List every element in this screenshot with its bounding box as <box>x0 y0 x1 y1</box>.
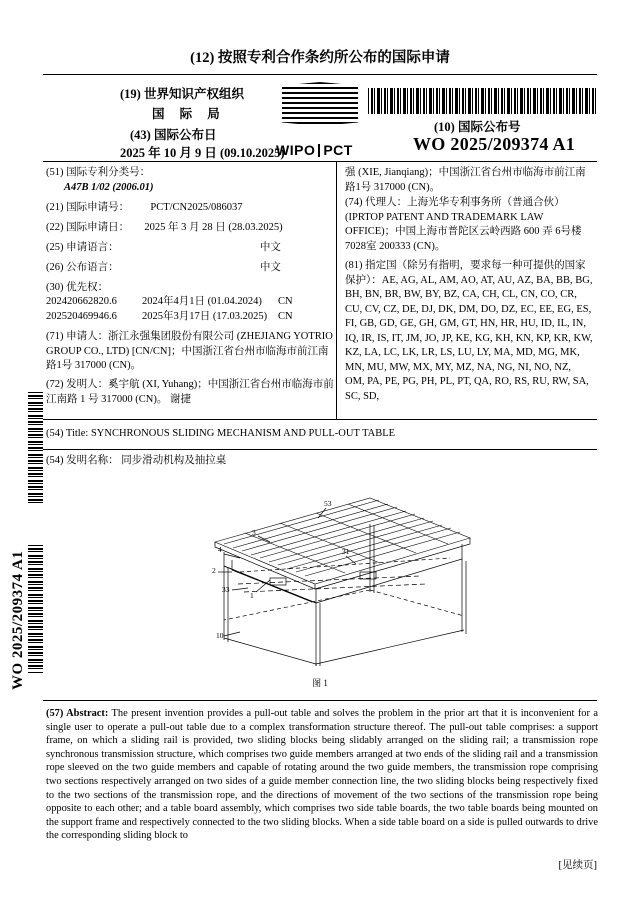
field-filing-language-value: 中文 <box>259 242 281 253</box>
title-english-value: SYNCHRONOUS SLIDING MECHANISM AND PULL-OUT TABLE <box>90 428 396 439</box>
title-chinese <box>46 454 226 469</box>
organization-line <box>120 84 244 102</box>
organization-name: 世界知识产权组织 <box>143 87 244 101</box>
spine-publication-number: WO 2025/209374 A1 <box>10 550 26 690</box>
field-application-number-value: PCT/CN2025/086037 <box>150 202 243 213</box>
field-agent <box>345 196 593 254</box>
wipo-wordmark <box>276 142 353 158</box>
field-priority-label: (30) 优先权： <box>46 282 109 293</box>
page-title: (12) 按照专利合作条约所公布的国际申请 <box>190 50 450 66</box>
barcode-left-lower <box>28 545 43 673</box>
field-filing-language <box>46 241 332 256</box>
wipo-wordmark-right: PCT <box>323 142 353 158</box>
title-divider <box>43 449 597 450</box>
field-agent-label: (74) 代理人： <box>345 197 408 208</box>
field-ipc-value: A47B 1/02 (2006.01) <box>64 182 154 193</box>
publication-number-label: (10) 国际公布号 <box>434 120 521 134</box>
svg-text:10: 10 <box>216 631 224 640</box>
biblio-bottom-divider <box>43 419 597 420</box>
field-designated-states-label: (81) 指定国 <box>345 260 397 271</box>
abstract-text: The present invention provides a pull-out table and solves the problem in the prior art that it is inconvenient for a single user to operate a pull-out table due to a complex transformation structure thereof. The pull-out table comprises: a support frame, on which a sliding rail is provided, two sliding blocks being slidably arranged on the sliding rail; a transmission rope synchronous transmission structure, which comprises two guide members arranged at two ends of the sliding rail and a transmission rope sleeved on the two guide members and capable of rotating around the two guide members, the transmission rope comprising two sections respectively arranged on two sides of a guide member connection line, the two sliding blocks being respectively fixed to the two sections of the transmission rope, and the directions of movement of the two sections of the transmission rope being opposite to each other; and a table board assembly, which comprises two side table boards, the two table boards being mounted on the support frame and respectively connected to the two sliding blocks. When a side table board on a side is pulled outwards to drive the corresponding sliding block to <box>46 708 598 842</box>
field-publication-language-value: 中文 <box>259 262 281 273</box>
field-applicant <box>46 330 336 374</box>
field-inventor-value: 奚宇航 (XI, Yuhang)；中国浙江省台州市临海市前江南路 1 号 317000 (CN)。 谢捷 <box>46 379 334 405</box>
field-inventor <box>46 378 336 407</box>
continued-marker: [见续页] <box>558 860 597 871</box>
priority-country: CN <box>278 310 293 322</box>
field-filing-date-label: (22) 国际申请日： <box>46 222 130 233</box>
title-english-label: (54) Title: <box>46 428 89 439</box>
header-divider <box>43 74 597 75</box>
figure-drawing <box>120 480 520 676</box>
priority-row <box>46 295 336 310</box>
barcode-left-upper <box>28 392 43 504</box>
barcode-top-right <box>368 88 596 114</box>
priority-date: 2024年4月1日 (01.04.2024) <box>142 296 262 307</box>
field-agent-value: 上海光华专利事务所（普通合伙）(IPRTOP PATENT AND TRADEMARK LAW OFFICE)；中国上海市普陀区云岭西路 600 弄 6号楼7028室 200333 (CN)。 <box>345 197 582 252</box>
svg-text:53: 53 <box>324 499 332 508</box>
priority-number: 202520469946.6 <box>46 310 117 322</box>
field-designated-states-value: （除另有指明，要求每一种可提供的国家保护）：AE, AG, AL, AM, AO, AT, AU, AZ, BA, BB, BG, BH, BN, BR, BW, BY, BZ, CA, CH, CL, CN, CO, CR, CU, CV, CZ, DE, DJ, DK, DM, DO, DZ, EC, EE, EG, ES, FI, GB, GD, GE, GH, GM, GT, HN, HR, HU, ID, IL, IN, IQ, IR, IS, IT, JM, JO, JP, KE, KG, KH, KN, KP, KR, KW, KZ, LA, LC, LK, LR, LS, LU, LY, MA, MD, MG, MK, MN, MU, MW, MX, MY, MZ, NA, NG, NI, NO, NZ, OM, PA, PE, PG, PH, PL, PT, QA, RO, RS, RU, RW, SA, SC, SD, <box>345 260 593 402</box>
field-inventor-continued: 强 (XIE, Jianqiang)；中国浙江省台州市临海市前江南路1号 317000 (CN)。 <box>345 167 586 193</box>
publication-date-label: (43) 国际公布日 <box>130 128 217 142</box>
priority-date: 2025年3月17日 (17.03.2025) <box>142 310 268 322</box>
abstract-label: (57) Abstract: <box>46 708 109 719</box>
svg-text:1: 1 <box>250 591 254 600</box>
publication-number-value: WO 2025/209374 A1 <box>413 134 576 154</box>
priority-list <box>46 295 336 324</box>
field-application-number-label: (21) 国际申请号： <box>46 202 130 213</box>
title-english <box>46 427 395 442</box>
field-ipc-label: (51) 国际专利分类号： <box>46 167 151 178</box>
field-application-number <box>46 201 332 216</box>
field-ipc <box>46 166 332 181</box>
wipo-logo-stripes <box>282 82 358 126</box>
field-filing-date <box>46 221 332 236</box>
biblio-top-divider <box>43 161 597 162</box>
priority-number: 202420662820.6 <box>46 296 117 307</box>
title-chinese-value: 同步滑动机构及抽拉桌 <box>121 455 227 466</box>
organization-code: (19) <box>120 87 141 101</box>
field-applicant-label: (71) 申请人： <box>46 331 109 342</box>
svg-text:2: 2 <box>212 566 216 575</box>
patent-figure <box>120 480 520 690</box>
title-chinese-label: (54) 发明名称： <box>46 455 119 466</box>
priority-country: CN <box>278 296 293 307</box>
svg-text:31: 31 <box>342 547 350 556</box>
wipo-wordmark-separator <box>318 144 320 157</box>
field-inventor-label: (72) 发明人： <box>46 379 109 390</box>
wipo-wordmark-left: WIPO <box>276 142 316 158</box>
abstract-block <box>46 707 598 843</box>
figure-caption: 图 1 <box>312 678 328 688</box>
priority-row <box>46 310 336 325</box>
svg-text:4: 4 <box>218 545 222 554</box>
field-designated-states <box>345 259 593 404</box>
field-filing-date-value: 2025 年 3 月 28 日 (28.03.2025) <box>144 222 283 233</box>
abstract-divider <box>43 700 597 701</box>
field-publication-language-label: (26) 公布语言： <box>46 262 119 273</box>
publication-date-value: 2025 年 10 月 9 日 (09.10.2025) <box>120 146 285 160</box>
field-publication-language <box>46 261 332 276</box>
field-filing-language-label: (25) 申请语言： <box>46 242 119 253</box>
svg-text:33: 33 <box>222 585 230 594</box>
biblio-column-divider <box>336 161 337 419</box>
organization-bureau: 国 际 局 <box>152 107 226 121</box>
wipo-logo <box>272 82 368 144</box>
field-applicant-value: 浙江永强集团股份有限公司 (ZHEJIANG YOTRIO GROUP CO., LTD) [CN/CN]；中国浙江省台州市临海市前江南路1号 317000 (CN)。 <box>46 331 333 371</box>
svg-text:3: 3 <box>252 528 256 537</box>
